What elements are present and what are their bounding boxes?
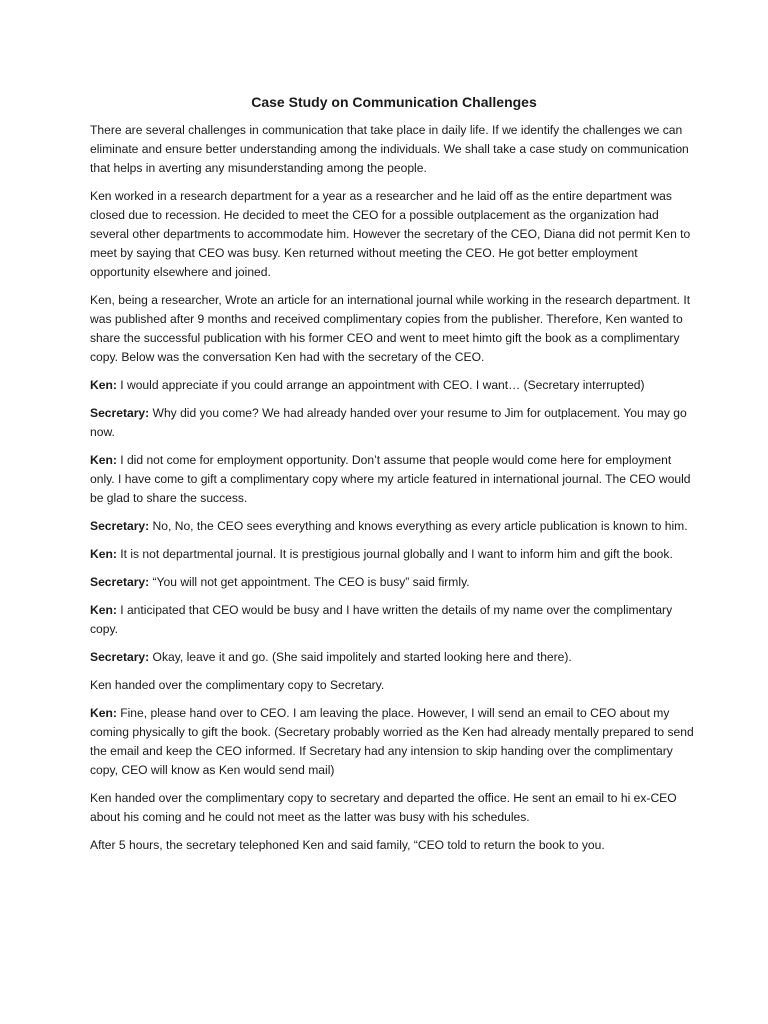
paragraph-text: Ken handed over the complimentary copy to secretary and departed the office. He sent an email to hi ex-CEO about his coming and he could not meet as the latter was busy with his schedules.	[90, 791, 677, 824]
paragraph	[90, 121, 698, 178]
paragraph	[90, 601, 698, 639]
paragraph	[90, 836, 698, 855]
paragraph-text: It is not departmental journal. It is prestigious journal globally and I want to inform him and gift the book.	[116, 547, 673, 561]
paragraph	[90, 704, 698, 780]
paragraph	[90, 187, 698, 282]
paragraph-text: No, No, the CEO sees everything and knows everything as every article publication is known to him.	[149, 519, 688, 533]
paragraph	[90, 573, 698, 592]
paragraph	[90, 789, 698, 827]
paragraph-text: Ken handed over the complimentary copy to Secretary.	[90, 678, 385, 692]
speaker-label: Ken:	[90, 453, 117, 467]
speaker-label: Secretary:	[90, 406, 150, 420]
paragraph	[90, 404, 698, 442]
speaker-label: Ken:	[90, 706, 117, 720]
paragraph	[90, 676, 698, 695]
paragraph-text: “You will not get appointment. The CEO is busy” said firmly.	[149, 575, 470, 589]
speaker-label: Secretary:	[90, 575, 150, 589]
document-title: Case Study on Communication Challenges	[251, 94, 537, 110]
speaker-label: Ken:	[90, 603, 117, 617]
paragraph-text: Fine, please hand over to CEO. I am leaving the place. However, I will send an email to CEO about my coming physically to gift the book. (Secretary probably worried as the Ken had already mentally prepared to send the email and keep the CEO informed. If Secretary had any intension to skip handing over the complimentary copy, CEO will know as Ken would send mail)	[90, 706, 694, 777]
paragraph-text: Ken, being a researcher, Wrote an article for an international journal while working in the research department. It was published after 9 months and received complimentary copies from the publisher. Therefore, Ken wanted to share the successful publication with his former CEO and went to meet himto gift the book as a complimentary copy. Below was the conversation Ken had with the secretary of the CEO.	[90, 293, 691, 364]
paragraph-text: Okay, leave it and go. (She said impolitely and started looking here and there).	[149, 650, 572, 664]
paragraph	[90, 545, 698, 564]
paragraph-text: I anticipated that CEO would be busy and I have written the details of my name over the complimentary copy.	[90, 603, 673, 636]
paragraph-text: There are several challenges in communication that take place in daily life. If we identify the challenges we can eliminate and ensure better understanding among the individuals. We shall take a case study on communication that helps in averting any misunderstanding among the people.	[90, 123, 689, 175]
paragraph-text: After 5 hours, the secretary telephoned Ken and said family, “CEO told to return the book to you.	[90, 838, 605, 852]
paragraph	[90, 648, 698, 667]
speaker-label: Secretary:	[90, 650, 150, 664]
speaker-label: Ken:	[90, 547, 117, 561]
paragraph	[90, 291, 698, 367]
paragraph	[90, 376, 698, 395]
speaker-label: Secretary:	[90, 519, 150, 533]
document-body	[90, 121, 698, 855]
paragraph-text: Ken worked in a research department for a year as a researcher and he laid off as the entire department was closed due to recession. He decided to meet the CEO for a possible outplacement as the organization had several other departments to accommodate him. However the secretary of the CEO, Diana did not permit Ken to meet by saying that CEO was busy. Ken returned without meeting the CEO. He got better employment opportunity elsewhere and joined.	[90, 189, 691, 279]
speaker-label: Ken:	[90, 378, 117, 392]
paragraph	[90, 517, 698, 536]
paragraph-text: I would appreciate if you could arrange an appointment with CEO. I want… (Secretary interrupted)	[116, 378, 645, 392]
paragraph-text: Why did you come? We had already handed over your resume to Jim for outplacement. You may go now.	[90, 406, 687, 439]
paragraph	[90, 451, 698, 508]
paragraph-text: I did not come for employment opportunity. Don’t assume that people would come here for employment only. I have come to gift a complimentary copy where my article featured in international journal. The CEO would be glad to share the success.	[90, 453, 691, 505]
